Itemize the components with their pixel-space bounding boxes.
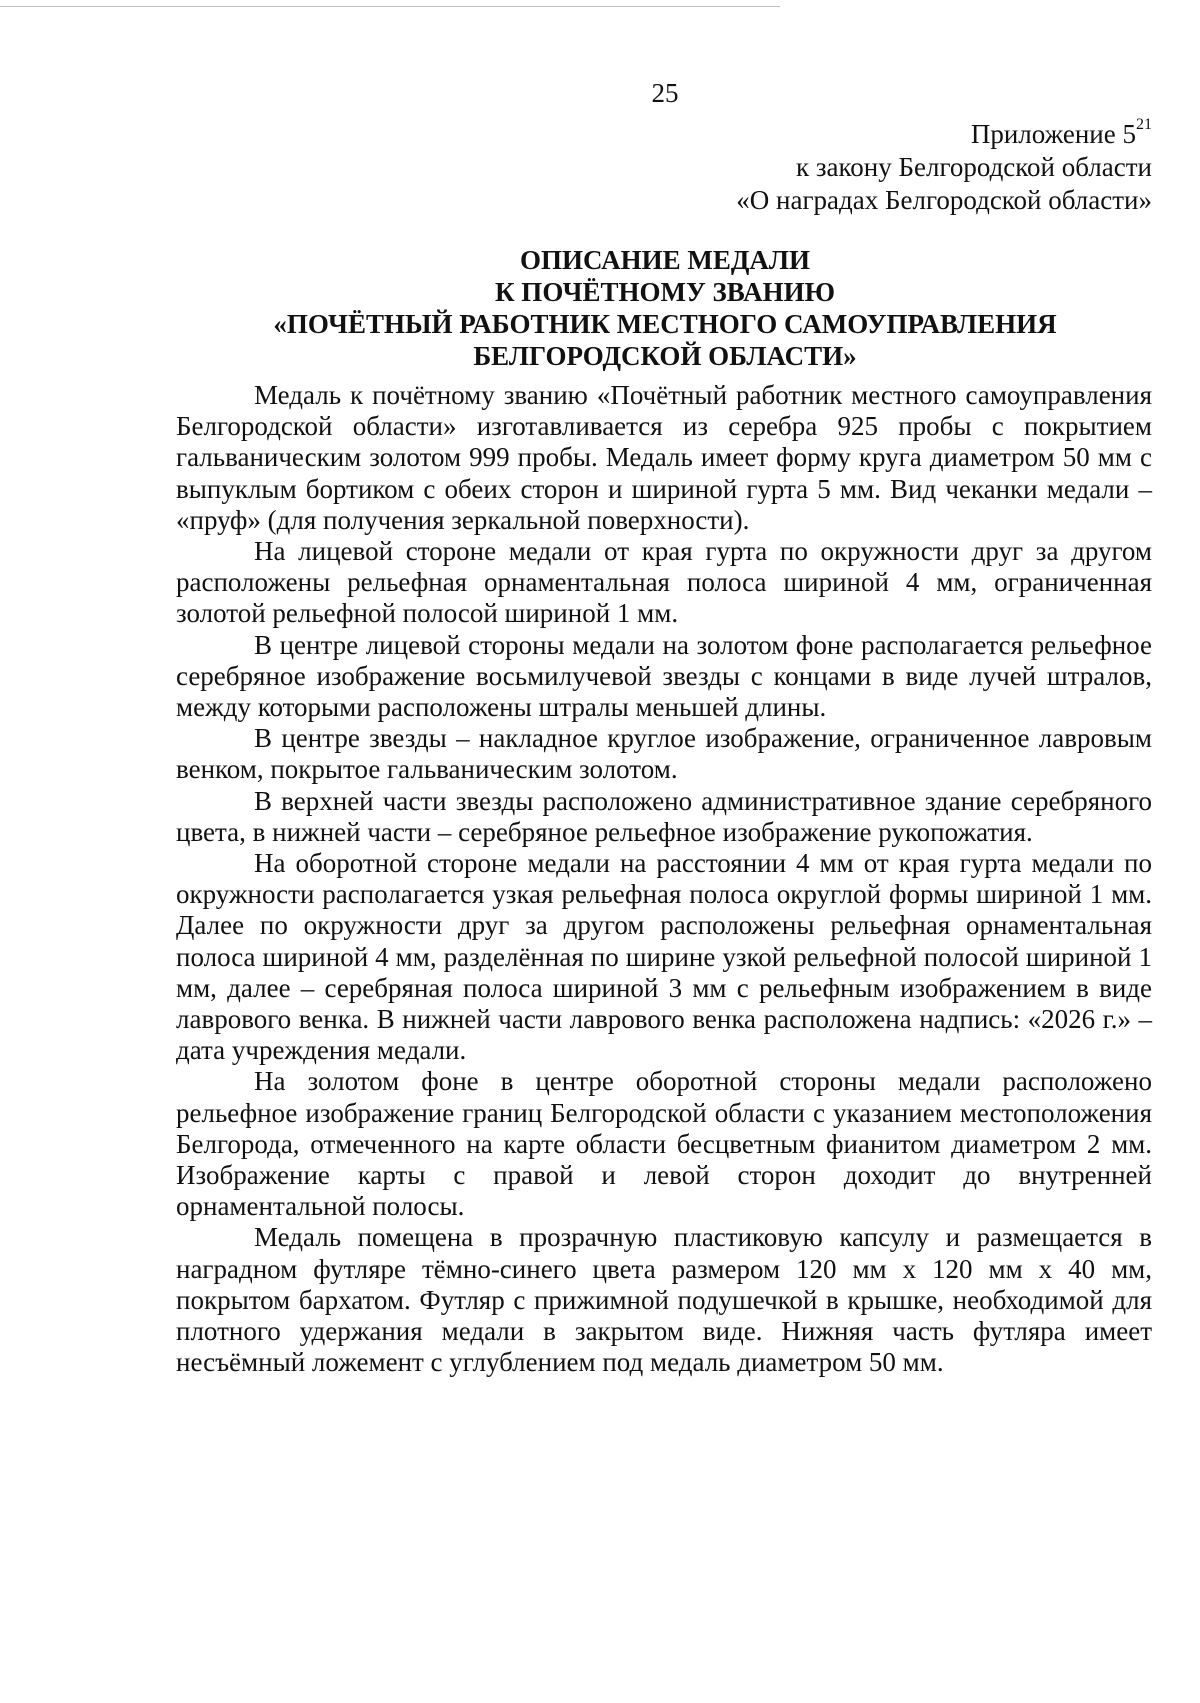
paragraph-obverse-border: На лицевой стороне медали от края гурта по окружности друг за другом расположены рельефная орнаментальная полоса шириной 4 мм, ограниченная золотой рельефной полосой шириной 1 мм. (176, 536, 1152, 629)
appendix-line-1 (736, 118, 1152, 151)
title-line-4: БЕЛГОРОДСКОЙ ОБЛАСТИ» (473, 341, 857, 371)
appendix-line-2: к закону Белгородской области (796, 152, 1152, 182)
title-line-1: ОПИСАНИЕ МЕДАЛИ (519, 245, 811, 275)
document-body (176, 380, 1152, 1379)
title-line-3: «ПОЧЁТНЫЙ РАБОТНИК МЕСТНОГО САМОУПРАВЛЕНИЯ (273, 309, 1057, 339)
appendix-reference (736, 118, 1152, 217)
paragraph-case: Медаль помещена в прозрачную пластиковую капсулу и размещается в наградном футляре тёмно-синего цвета размером 120 мм х 120 мм х 40 мм, покрытом бархатом. Футляр с прижимной подушечкой в крышке, необходимой для плотного удержания медали в закрытом виде. Нижняя часть футляра имеет несъёмный ложемент с углублением под медаль диаметром 50 мм. (176, 1222, 1152, 1378)
paragraph-star-images: В верхней части звезды расположено административное здание серебряного цвета, в нижней части – серебряное рельефное изображение рукопожатия. (176, 785, 1152, 847)
paragraph-material: Медаль к почётному званию «Почётный работник местного самоуправления Белгородской области» изготавливается из серебра 925 пробы с покрытием гальваническим золотом 999 пробы. Медаль имеет форму круга диаметром 50 мм с выпуклым бортиком с обеих сторон и шириной гурта 5 мм. Вид чеканки медали – «пруф» (для получения зеркальной поверхности). (176, 380, 1152, 535)
paragraph-reverse-map: На золотом фоне в центре оборотной стороны медали расположено рельефное изображение границ Белгородской области с указанием местоположения Белгорода, отмеченного на карте области бесцветным фианитом диаметром 2 мм. Изображение карты с правой и левой сторон доходит до внутренней орнаментальной полосы. (176, 1066, 1152, 1222)
appendix-label: Приложение 5 (970, 119, 1136, 149)
document-title (0, 244, 1200, 372)
appendix-line-3: «О наградах Белгородской области» (736, 185, 1152, 215)
appendix-number-superscript: 21 (1136, 116, 1152, 133)
paragraph-reverse-border: На оборотной стороне медали на расстоянии 4 мм от края гурта медали по окружности располагается узкая рельефная полоса округлой формы шириной 1 мм. Далее по окружности друг за другом расположены рельефная орнаментальная полоса шириной 4 мм, разделённая по ширине узкой рельефной полосой шириной 1 мм, далее – серебряная полоса шириной 3 мм с рельефным изображением в виде лаврового венка. В нижней части лаврового венка расположена надпись: «2026 г.» – дата учреждения медали. (176, 848, 1152, 1066)
title-line-2: К ПОЧЁТНОМУ ЗВАНИЮ (494, 277, 835, 307)
paragraph-star-center: В центре звезды – накладное круглое изображение, ограниченное лавровым венком, покрытое гальваническим золотом. (176, 723, 1152, 785)
paragraph-obverse-star: В центре лицевой стороны медали на золотом фоне располагается рельефное серебряное изображение восьмилучевой звезды с концами в виде лучей штралов, между которыми расположены штралы меньшей длины. (176, 629, 1152, 723)
scan-edge-line (0, 6, 780, 7)
page-number: 25 (651, 78, 679, 108)
